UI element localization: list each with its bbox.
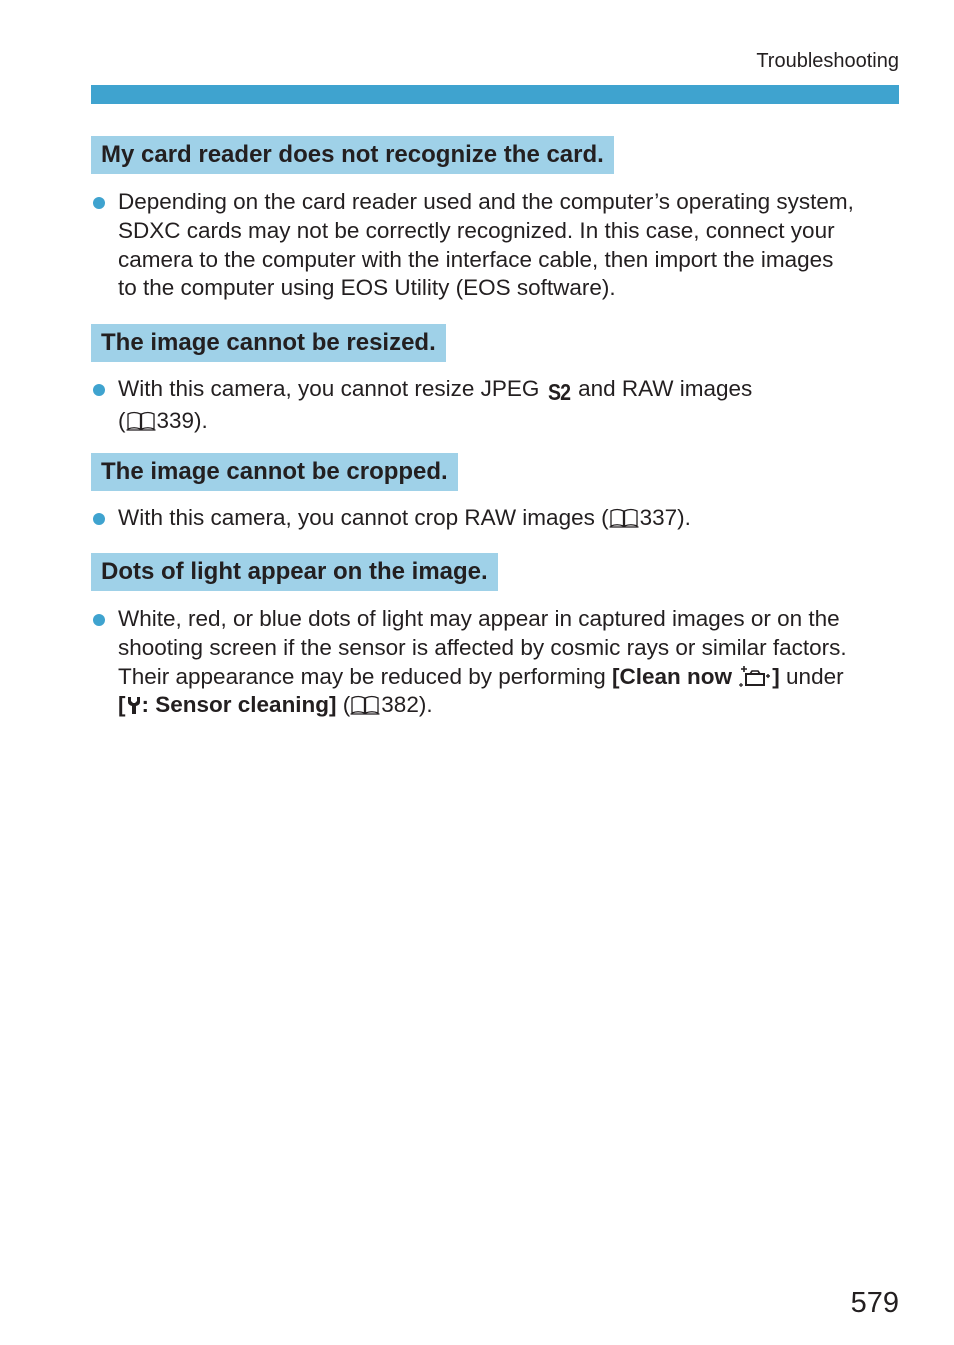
text-line: Depending on the card reader used and the computer’s operating system, [118,189,854,214]
section-heading-resize: The image cannot be resized. [91,324,446,362]
text-line: With this camera, you cannot crop RAW images ( 337). [118,505,691,530]
menu-item-sensor-cleaning: : Sensor cleaning] [141,692,337,718]
text-line: [ : Sensor cleaning] ( 382). [118,692,433,718]
text-line: ( 339). [118,407,208,433]
text-line: shooting screen if the sensor is affected by cosmic rays or similar factors. [118,634,847,660]
running-head: Troubleshooting [756,50,899,72]
book-icon [609,508,639,528]
section-heading-card-reader: My card reader does not recognize the card. [91,136,614,174]
text-line: SDXC cards may not be correctly recognized. In this case, connect your [118,217,835,243]
bullet-crop [91,504,906,533]
bullet-dots-of-light [91,605,906,720]
text-line: With this camera, you cannot resize JPEG S2 and RAW images [118,376,753,405]
bullet-dot [93,614,105,626]
bullet-dot [93,513,105,525]
s2-size-icon: S2 [547,379,570,405]
page-number: 579 [850,1287,899,1319]
wrench-icon [126,695,142,715]
text-line: White, red, or blue dots of light may appear in captured images or on the [118,606,840,631]
bullet-resize [91,375,906,436]
book-icon [350,695,380,715]
bullet-dot [93,197,105,209]
section-heading-crop: The image cannot be cropped. [91,453,458,491]
header-accent-bar [91,85,899,104]
bullet-text [118,188,906,303]
text-line: Their appearance may be reduced by performing [Clean now ] under [118,663,844,689]
sensor-clean-icon [738,664,772,688]
bullet-dot [93,384,105,396]
text-line: camera to the computer with the interface cable, then import the images [118,246,834,272]
bullet-text [118,605,906,720]
text-line: to the computer using EOS Utility (EOS software). [118,275,616,301]
bullet-text [118,375,906,436]
menu-item-clean-now: [Clean now [612,663,739,689]
bullet-card-reader [91,188,906,303]
bullet-text [118,504,906,533]
section-heading-dots-of-light: Dots of light appear on the image. [91,553,498,591]
book-icon [126,411,156,431]
